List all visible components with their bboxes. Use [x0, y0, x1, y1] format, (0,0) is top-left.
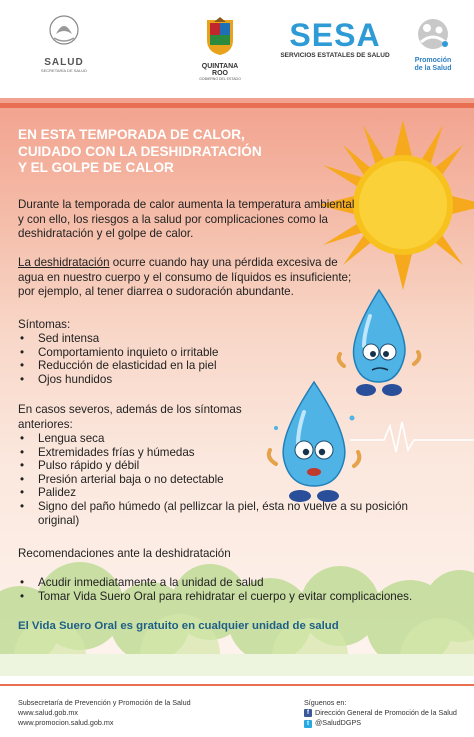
facebook-icon: f	[304, 709, 312, 717]
website-link-salud[interactable]: www.salud.gob.mx	[18, 708, 78, 718]
title-line-3: Y EL GOLPE DE CALOR	[18, 160, 174, 175]
title-line-2: CUIDADO CON LA DESHIDRATACIÓN	[18, 143, 262, 159]
list-item: • Tomar Vida Suero Oral para rehidratar el cuerpo y evitar complicaciones.	[18, 590, 458, 604]
definition-paragraph	[18, 256, 360, 300]
definition-text: ocurre cuando hay una pérdida excesiva de agua en nuestro cuerpo y el consumo de líquidos es insuficiente; por ejemplo, al tener diarrea o sudoración abundante.	[18, 256, 352, 298]
shield-icon	[204, 16, 236, 56]
eagle-icon	[46, 14, 82, 48]
salud-subtitle: SECRETARÍA DE SALUD	[40, 68, 88, 73]
promocion-line2: de la Salud	[414, 65, 452, 72]
severe-symptoms-list	[18, 432, 438, 527]
severe-heading: En casos severos, además de los síntomas anteriores:	[18, 403, 242, 431]
list-item: • Lengua seca	[18, 432, 438, 446]
symptoms-heading: Síntomas:	[18, 318, 71, 331]
sesa-logo	[276, 18, 394, 59]
recommendations-heading: Recomendaciones ante la deshidratación	[18, 547, 231, 560]
facebook-link[interactable]	[304, 708, 457, 718]
twitter-label: @SaludDGPS	[315, 718, 362, 728]
follow-label: Síguenos en:	[304, 698, 347, 707]
twitter-link[interactable]	[304, 718, 457, 728]
header	[0, 0, 474, 98]
intro-paragraph: Durante la temporada de calor aumenta la temperatura ambiental y con ello, los riesgos a la salud por complicaciones como la deshidratación y el golpe de calor.	[18, 198, 355, 240]
sesa-subtitle: SERVICIOS ESTATALES DE SALUD	[280, 52, 390, 59]
recommendations-list	[18, 576, 458, 603]
free-serum-note: El Vida Suero Oral es gratuito en cualquier unidad de salud	[18, 620, 339, 632]
promocion-line1: Promoción	[414, 57, 452, 64]
qroo-name: QUINTANA ROO	[201, 63, 239, 77]
list-item: • Presión arterial baja o no detectable	[18, 473, 438, 487]
list-item: • Acudir inmediatamente a la unidad de salud	[18, 576, 458, 590]
quintana-roo-logo	[194, 16, 246, 81]
footer	[0, 676, 474, 737]
title-line-1: EN ESTA TEMPORADA DE CALOR,	[18, 127, 245, 142]
footer-social	[304, 698, 457, 729]
twitter-icon: t	[304, 720, 312, 728]
top-accent-band	[0, 103, 474, 108]
salud-logo	[34, 14, 94, 78]
list-item: • Extremidades frías y húmedas	[18, 446, 438, 460]
salud-name: SALUD	[44, 57, 84, 68]
list-item: • Reducción de elasticidad en la piel	[18, 359, 338, 373]
list-item: • Signo del paño húmedo (al pellizcar la piel, ésta no vuelve a su posición original)	[18, 500, 438, 527]
website-link-promocion[interactable]: www.promocion.salud.gob.mx	[18, 718, 114, 728]
footer-divider	[0, 684, 474, 686]
people-icon	[413, 16, 453, 52]
symptoms-list	[18, 332, 338, 386]
list-item: • Ojos hundidos	[18, 373, 338, 387]
list-item: • Pulso rápido y débil	[18, 459, 438, 473]
footer-org: Subsecretaría de Prevención y Promoción de la Salud	[18, 698, 191, 707]
list-item: • Palidez	[18, 486, 438, 500]
list-item: • Sed intensa	[18, 332, 338, 346]
qroo-subtitle: GOBIERNO DEL ESTADO	[199, 77, 241, 81]
facebook-label: Dirección General de Promoción de la Salud	[315, 708, 457, 718]
footer-contact	[18, 698, 191, 729]
poster-title	[18, 127, 318, 177]
definition-term: La deshidratación	[18, 256, 110, 269]
list-item: • Comportamiento inquieto o irritable	[18, 346, 338, 360]
promocion-logo	[398, 16, 468, 73]
sesa-name: SESA	[289, 17, 381, 53]
